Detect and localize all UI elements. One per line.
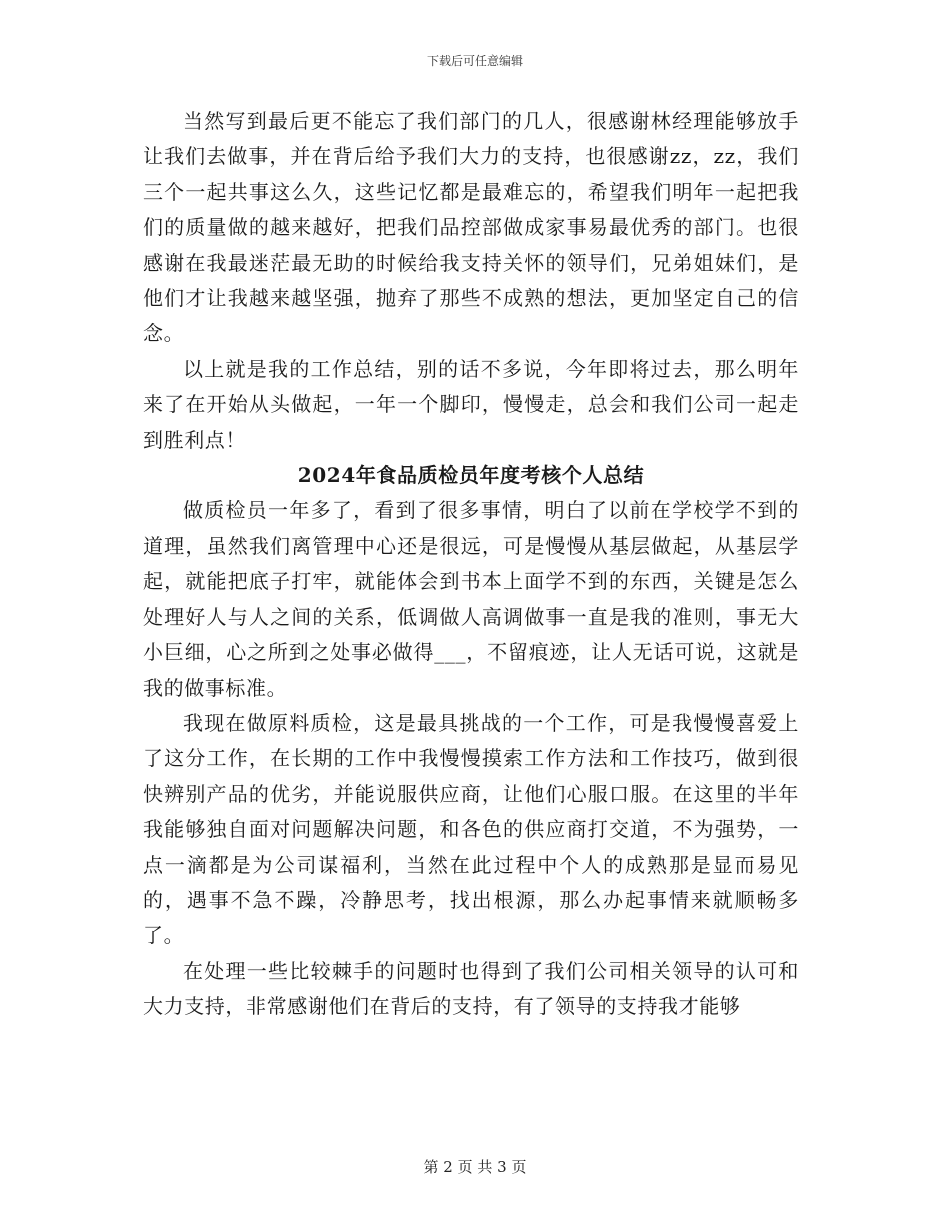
paragraph-closing: 以上就是我的工作总结，别的话不多说，今年即将过去，那么明年来了在开始从头做起，一年一个脚印，慢慢走，总会和我们公司一起走到胜利点！ bbox=[143, 356, 799, 452]
paragraph-thanks: 当然写到最后更不能忘了我们部门的几人，很感谢林经理能够放手让我们去做事，并在背后给予我们大力的支持，也很感谢zz，zz，我们三个一起共事这么久，这些记忆都是最难忘的，希望我们明年一起把我们的质量做的越来越好，把我们品控部做成家事易最优秀的部门。也很感谢在我最迷茫最无助的时候给我支持关怀的领导们，兄弟姐妹们，是他们才让我越来越坚强，抛弃了那些不成熟的想法，更加坚定自己的信念。 bbox=[143, 109, 799, 346]
page-footer: 第 2 页 共 3 页 bbox=[423, 1158, 527, 1176]
paragraph-intro: 做质检员一年多了，看到了很多事情，明白了以前在学校学不到的道理，虽然我们离管理中心还是很远，可是慢慢从基层做起，从基层学起，就能把底子打牢，就能体会到书本上面学不到的东西，关键是怎么处理好人与人之间的关系，低调做人高调做事一直是我的准则，事无大小巨细，心之所到之处事必做得___，不留痕迹，让人无话可说，这就是我的做事标准。 bbox=[143, 498, 799, 700]
page-header: 下载后可任意编辑 bbox=[426, 54, 523, 68]
paragraph-support: 在处理一些比较棘手的问题时也得到了我们公司相关领导的认可和大力支持，非常感谢他们在背后的支持，有了领导的支持我才能够 bbox=[143, 958, 799, 1019]
document-body bbox=[143, 104, 799, 1025]
section-title: 2024年食品质检员年度考核个人总结 bbox=[297, 463, 645, 488]
paragraph-raw-material: 我现在做原料质检，这是最具挑战的一个工作，可是我慢慢喜爱上了这分工作，在长期的工作中我慢慢摸索工作方法和工作技巧，做到很快辨别产品的优劣，并能说服供应商，让他们心服口服。在这里的半年我能够独自面对问题解决问题，和各色的供应商打交道，不为强势，一点一滴都是为公司谋福利，当然在此过程中个人的成熟那是显而易见的，遇事不急不躁，冷静思考，找出根源，那么办起事情来就顺畅多了。 bbox=[143, 710, 799, 948]
